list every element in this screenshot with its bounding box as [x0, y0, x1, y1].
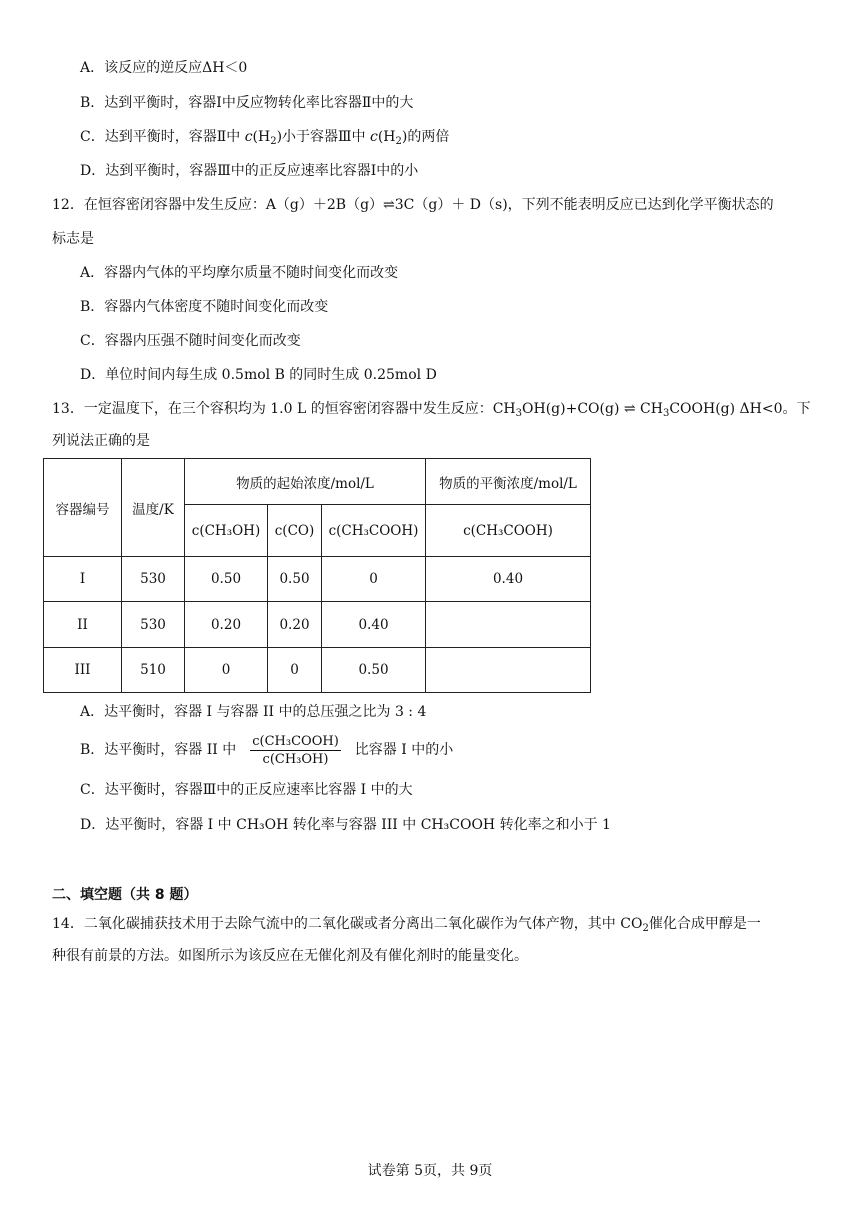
fraction-denominator: c(CH₃OH) — [262, 751, 329, 767]
cell-co: 0.50 — [268, 557, 322, 602]
q12-option-c: C．容器内压强不随时间变化而改变 — [80, 333, 301, 349]
cell-temp: 530 — [122, 557, 185, 602]
cell-ch3oh: 0 — [185, 648, 268, 693]
cell-id: II — [44, 602, 122, 648]
subheader-co: c(CO) — [268, 505, 322, 557]
cell-temp: 510 — [122, 648, 185, 693]
q11-option-c: C．达到平衡时，容器Ⅱ中 $c(H_2)$小于容器Ⅲ中 $c(H_2)$的两倍 — [80, 129, 450, 147]
subheader-ch3cooh: c(CH₃COOH) — [322, 505, 426, 557]
cell-ch3cooh: 0.50 — [322, 648, 426, 693]
header-initial-concentration: 物质的起始浓度/mol/L — [185, 459, 426, 505]
cell-eq — [426, 648, 591, 693]
q13-option-c: C．达平衡时，容器Ⅲ中的正反应速率比容器 I 中的大 — [80, 782, 413, 798]
q13-stem: 13．一定温度下，在三个容积均为 1.0 L 的恒容密闭容器中发生反应：$CH_3OH(g)+CO(g)$ ⇌ $CH_3COOH(g)$ ΔH<0。下 — [52, 401, 811, 419]
cell-ch3oh: 0.50 — [185, 557, 268, 602]
cell-ch3cooh: 0 — [322, 557, 426, 602]
cell-ch3oh: 0.20 — [185, 602, 268, 648]
cell-eq: 0.40 — [426, 557, 591, 602]
table-row — [44, 557, 591, 602]
concentration-fraction — [250, 733, 341, 768]
cell-id: III — [44, 648, 122, 693]
cell-ch3cooh: 0.40 — [322, 602, 426, 648]
q13-option-d: D．达平衡时，容器 I 中 CH₃OH 转化率与容器 III 中 CH₃COOH 转化率之和小于 1 — [80, 817, 611, 833]
header-temperature: 温度/K — [122, 459, 185, 557]
section-title: 二、填空题（共 8 题） — [52, 887, 198, 903]
q13-option-a: A．达平衡时，容器 I 与容器 II 中的总压强之比为 3 : 4 — [80, 704, 427, 720]
fraction-numerator: c(CH₃COOH) — [252, 733, 339, 749]
page-footer: 试卷第 5页，共 9页 — [367, 1163, 493, 1179]
q14-stem: 14．二氧化碳捕获技术用于去除气流中的二氧化碳或者分离出二氧化碳作为气体产物，其中 $CO_2$催化合成甲醇是一 — [52, 916, 761, 934]
q11-option-d: D．达到平衡时，容器Ⅲ中的正反应速率比容器Ⅰ中的小 — [80, 163, 419, 179]
subheader-eq-ch3cooh: c(CH₃COOH) — [426, 505, 591, 557]
header-container-id: 容器编号 — [44, 459, 122, 557]
q12-option-a: A．容器内气体的平均摩尔质量不随时间变化而改变 — [80, 265, 399, 281]
q12-option-d: D．单位时间内每生成 0.5mol B 的同时生成 0.25mol D — [80, 367, 437, 383]
q11-option-b: B．达到平衡时，容器Ⅰ中反应物转化率比容器Ⅱ中的大 — [80, 95, 414, 111]
q13-option-b: B．达平衡时，容器 II 中 $\frac{\text{c(CH₃COOH)}}{\text{c(CH₃OH)}}$ 比容器 I 中的小 — [80, 733, 454, 767]
cell-co: 0.20 — [268, 602, 322, 648]
table-row — [44, 602, 591, 648]
q12-option-b: B．容器内气体密度不随时间变化而改变 — [80, 299, 329, 315]
cell-temp: 530 — [122, 602, 185, 648]
table-row — [44, 648, 591, 693]
header-equilibrium-concentration: 物质的平衡浓度/mol/L — [426, 459, 591, 505]
q12-stem: 12．在恒容密闭容器中发生反应：A（g）＋2B（g）⇌3C（g）＋ D（s)，下列不能表明反应已达到化学平衡状态的 — [52, 197, 774, 213]
q13-data-table — [43, 458, 591, 693]
q11-option-a: A．该反应的逆反应ΔH＜0 — [80, 60, 248, 76]
cell-id: I — [44, 557, 122, 602]
q12-stem-cont: 标志是 — [52, 231, 94, 247]
subheader-ch3oh: c(CH₃OH) — [185, 505, 268, 557]
q14-stem-cont: 种很有前景的方法。如图所示为该反应在无催化剂及有催化剂时的能量变化。 — [52, 948, 528, 964]
cell-co: 0 — [268, 648, 322, 693]
q13-stem-cont: 列说法正确的是 — [52, 433, 150, 449]
cell-eq — [426, 602, 591, 648]
